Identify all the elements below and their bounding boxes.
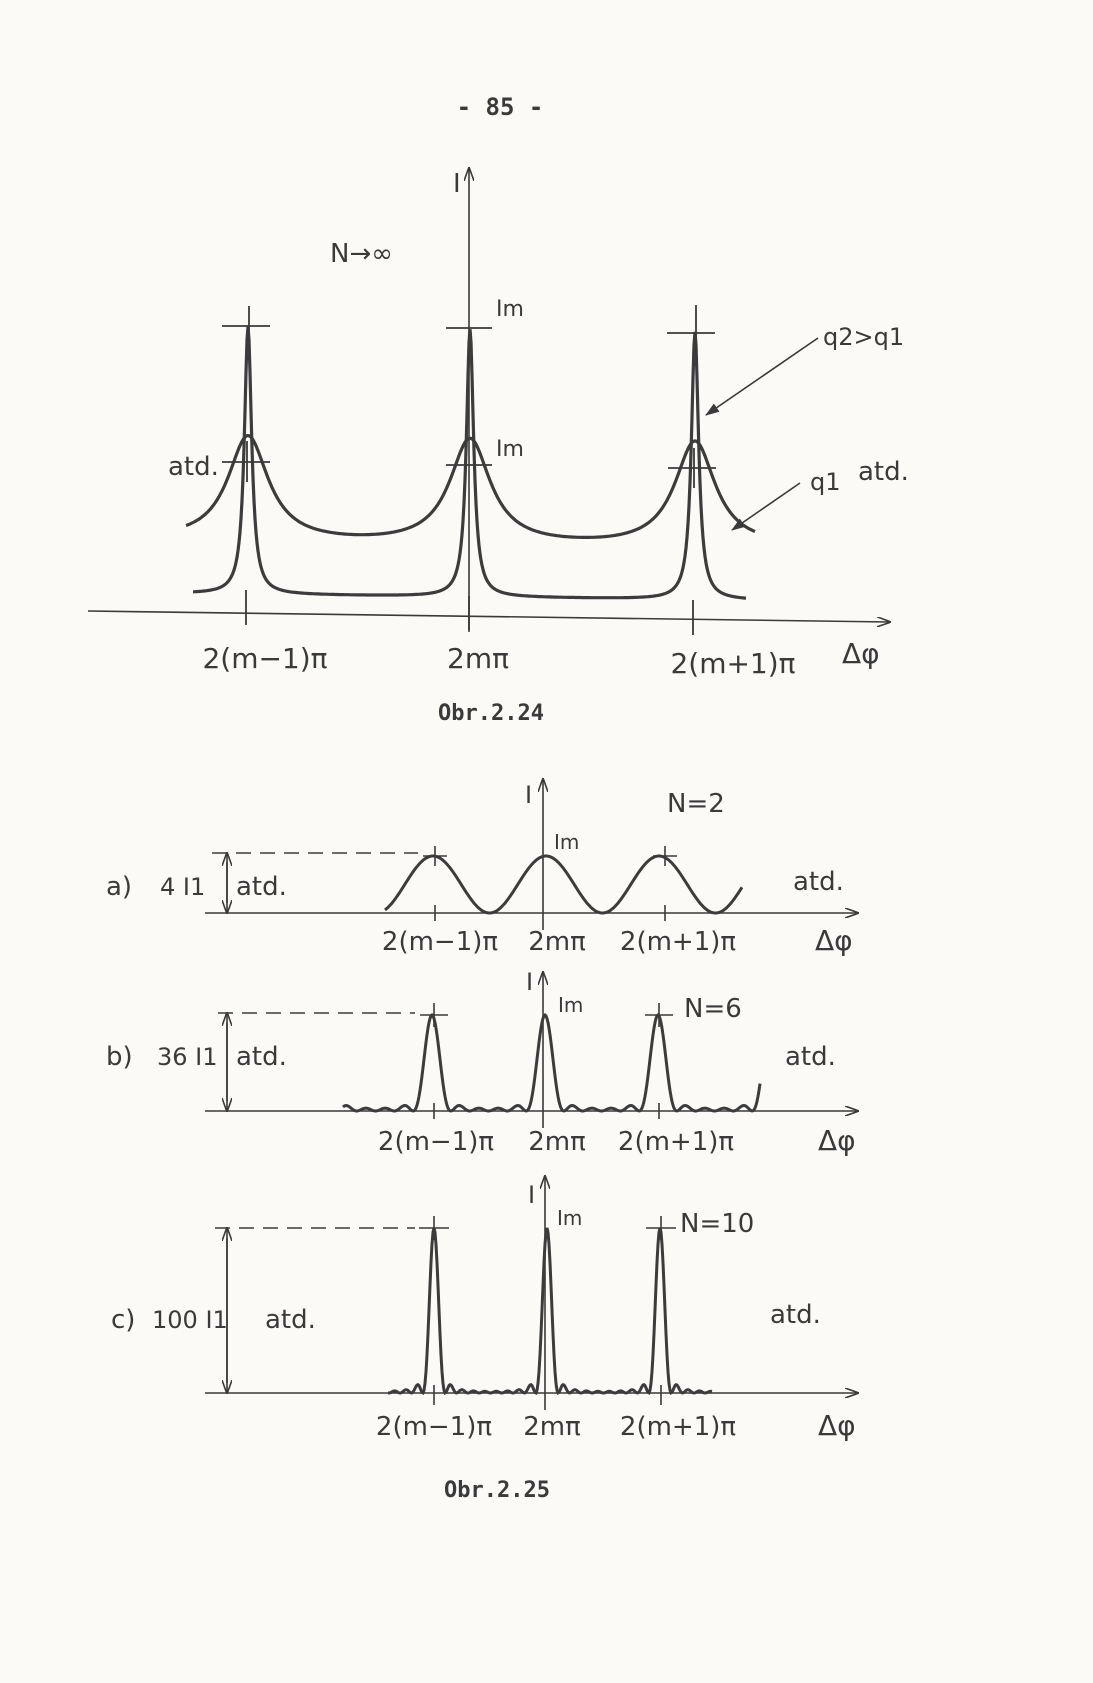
panel-a-condition: N=2 — [667, 789, 725, 819]
panel-b-y-axis-label: I — [526, 968, 534, 996]
panel-c-tick-label-right: 2(m+1)π — [619, 1412, 737, 1442]
panel-c-condition: N=10 — [680, 1209, 755, 1239]
panel-a-tick-label-right: 2(m+1)π — [619, 927, 737, 957]
panel-b-condition: N=6 — [684, 994, 742, 1024]
fig1-etc-left: atd. — [168, 452, 219, 482]
panel-c — [111, 1176, 858, 1442]
panel-b-x-axis-label: Δφ — [818, 1124, 856, 1157]
fig1-y-axis-label: I — [453, 169, 461, 199]
panel-a-tick-label-center: 2mπ — [528, 927, 586, 957]
figure-2-25 — [106, 779, 858, 1503]
panel-a-etc-right: atd. — [793, 867, 844, 897]
panel-a-peak-label: Im — [554, 830, 580, 854]
figure-2-24 — [88, 168, 909, 726]
panel-a-x-axis-label: Δφ — [815, 924, 853, 957]
panel-b — [106, 968, 858, 1157]
panel-c-etc-right: atd. — [770, 1300, 821, 1330]
panel-b-amplitude: 36 I1 — [157, 1043, 218, 1071]
panel-c-amplitude: 100 I1 — [152, 1306, 228, 1334]
fig2-caption: Obr.2.25 — [444, 1478, 550, 1503]
fig1-tick-label-right: 2(m+1)π — [670, 647, 796, 680]
fig1-x-axis — [88, 611, 890, 622]
panel-c-y-axis-label: I — [528, 1181, 536, 1209]
panel-c-peak-label: Im — [557, 1206, 583, 1230]
panel-b-intensity-curve — [343, 1015, 760, 1111]
page-number: - 85 - — [456, 93, 544, 121]
panel-c-x-axis-label: Δφ — [818, 1409, 856, 1442]
fig1-x-axis-label: Δφ — [842, 637, 880, 670]
fig1-etc-right: atd. — [858, 457, 909, 487]
fig1-im-low-label: Im — [496, 437, 524, 462]
fig1-caption: Obr.2.24 — [438, 701, 544, 726]
panel-a-intensity-curve — [385, 856, 742, 913]
panel-a-etc-left: atd. — [236, 872, 287, 902]
panel-b-letter: b) — [106, 1042, 133, 1072]
panel-c-letter: c) — [111, 1305, 136, 1335]
panel-c-intensity-curve — [388, 1228, 712, 1393]
panel-a-letter: a) — [106, 872, 133, 902]
panel-b-tick-label-center: 2mπ — [528, 1127, 586, 1157]
panel-c-etc-left: atd. — [265, 1305, 316, 1335]
panel-c-tick-label-center: 2mπ — [523, 1412, 581, 1442]
panel-b-etc-left: atd. — [236, 1042, 287, 1072]
panel-a-y-axis-label: I — [525, 781, 533, 809]
fig1-tick-label-center: 2mπ — [447, 642, 509, 675]
panel-b-peak-label: Im — [558, 993, 584, 1017]
fig1-tick-label-left: 2(m−1)π — [202, 642, 328, 675]
panel-a-amplitude: 4 I1 — [160, 873, 206, 901]
panel-a-tick-label-left: 2(m−1)π — [381, 927, 499, 957]
panel-b-tick-label-left: 2(m−1)π — [377, 1127, 495, 1157]
fig1-condition-label: N→∞ — [330, 239, 393, 269]
curve-q1 — [186, 436, 755, 538]
panel-c-peak-marks — [419, 1216, 676, 1405]
fig1-im-high-label: Im — [496, 297, 524, 322]
panel-b-etc-right: atd. — [785, 1042, 836, 1072]
fig1-q2-label: q2>q1 — [823, 323, 905, 351]
fig1-q2-pointer — [706, 338, 818, 415]
panel-c-tick-label-left: 2(m−1)π — [375, 1412, 493, 1442]
fig1-q1-pointer — [732, 483, 800, 530]
panel-b-tick-label-right: 2(m+1)π — [617, 1127, 735, 1157]
fig1-q1-label: q1 — [810, 468, 841, 496]
panel-a — [106, 779, 858, 957]
